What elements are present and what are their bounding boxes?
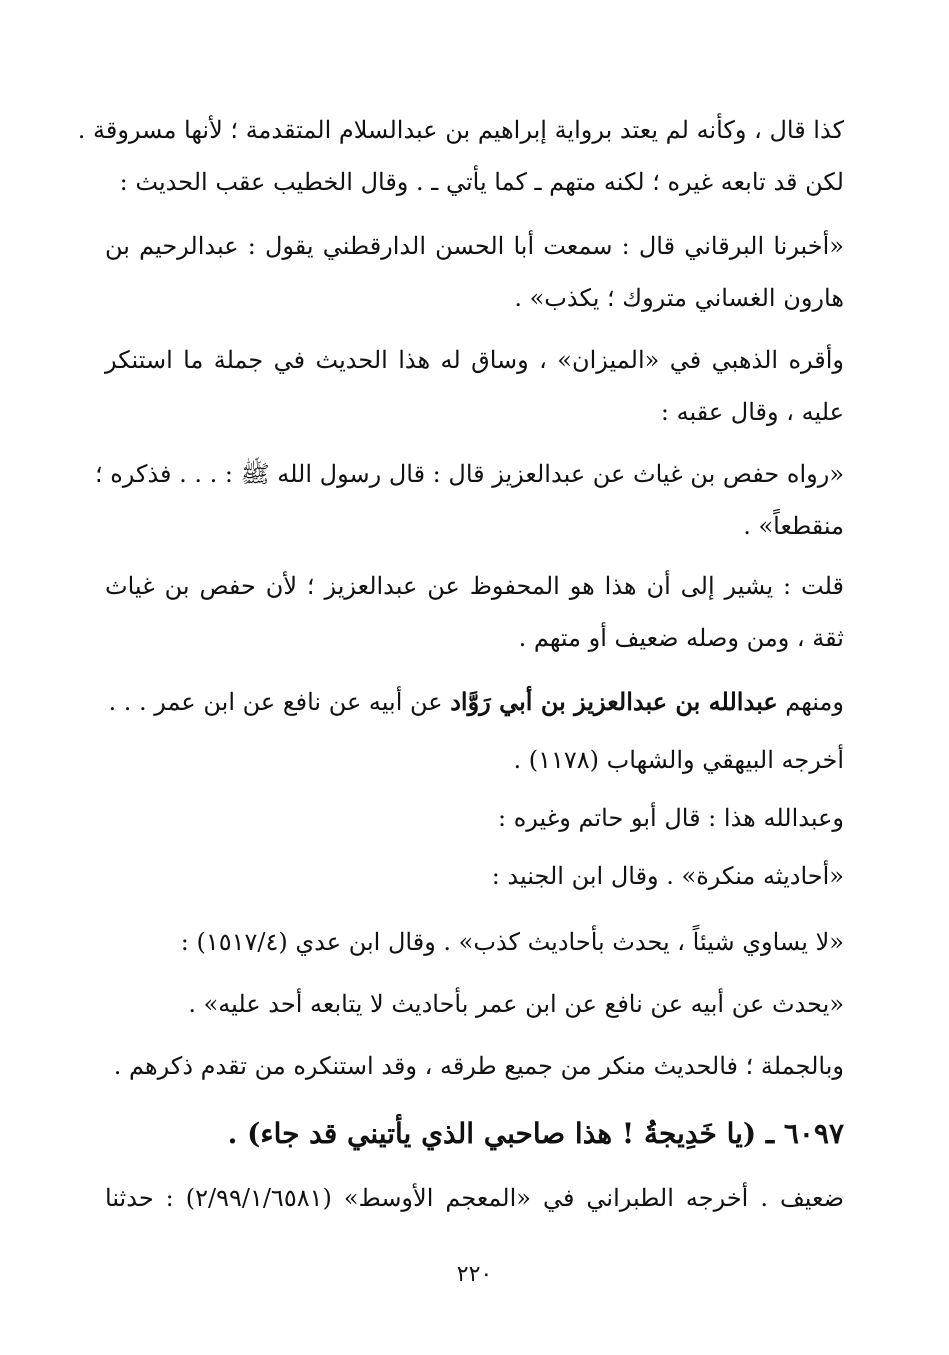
- hadith-heading: ٦٠٩٧ ـ (يا خَدِيجةُ ! هذا صاحبي الذي يأتيني قد جاء) .: [227, 1117, 844, 1150]
- text-line: أخرجه البيهقي والشهاب (١١٧٨) .: [513, 746, 844, 774]
- quote-line: منقطعاً» .: [743, 512, 844, 540]
- narrator-intro: ومنهم: [777, 688, 844, 716]
- text-line: وعبدالله هذا : قال أبو حاتم وغيره :: [497, 804, 844, 832]
- text-line: قلت : يشير إلى أن هذا هو المحفوظ عن عبدالعزيز ؛ لأن حفص بن غياث: [105, 572, 844, 600]
- narrator-name: عبدالله بن عبدالعزيز بن أبي رَوَّاد: [450, 687, 778, 716]
- narrator-line: [105, 686, 844, 718]
- text-line: وأقره الذهبي في «الميزان» ، وساق له هذا الحديث في جملة ما استنكر: [105, 346, 844, 374]
- quote-line: «رواه حفص بن غياث عن عبدالعزيز قال : قال رسول الله ﷺ : . . . فذكره ؛: [94, 460, 844, 488]
- text-line: «أحاديثه منكرة» . وقال ابن الجنيد :: [491, 862, 844, 890]
- quote-line: هارون الغساني متروك ؛ يكذب» .: [514, 284, 844, 312]
- text-line: لكن قد تابعه غيره ؛ لكنه متهم ـ كما يأتي ـ . وقال الخطيب عقب الحديث :: [119, 168, 844, 196]
- narrator-chain: عن أبيه عن نافع عن ابن عمر . . .: [108, 688, 451, 716]
- quote-line: «أخبرنا البرقاني قال : سمعت أبا الحسن الدارقطني يقول : عبدالرحيم بن: [105, 232, 844, 260]
- text-line: «يحدث عن أبيه عن نافع عن ابن عمر بأحاديث لا يتابعه أحد عليه» .: [188, 990, 844, 1018]
- page-number: ٢٢٠: [456, 1262, 493, 1287]
- text-line: عليه ، وقال عقبه :: [660, 398, 844, 426]
- text-line: ثقة ، ومن وصله ضعيف أو متهم .: [518, 624, 844, 652]
- text-line: وبالجملة ؛ فالحديث منكر من جميع طرقه ، وقد استنكره من تقدم ذكرهم .: [113, 1052, 844, 1080]
- text-line: «لا يساوي شيئاً ، يحدث بأحاديث كذب» . وقال ابن عدي (١٥١٧/٤) :: [180, 928, 844, 956]
- text-line: ضعيف . أخرجه الطبراني في «المعجم الأوسط» (٢/٩٩/١/٦٥٨١) : حدثنا: [105, 1184, 845, 1212]
- text-line: كذا قال ، وكأنه لم يعتد برواية إبراهيم بن عبدالسلام المتقدمة ؛ لأنها مسروقة .: [77, 116, 844, 144]
